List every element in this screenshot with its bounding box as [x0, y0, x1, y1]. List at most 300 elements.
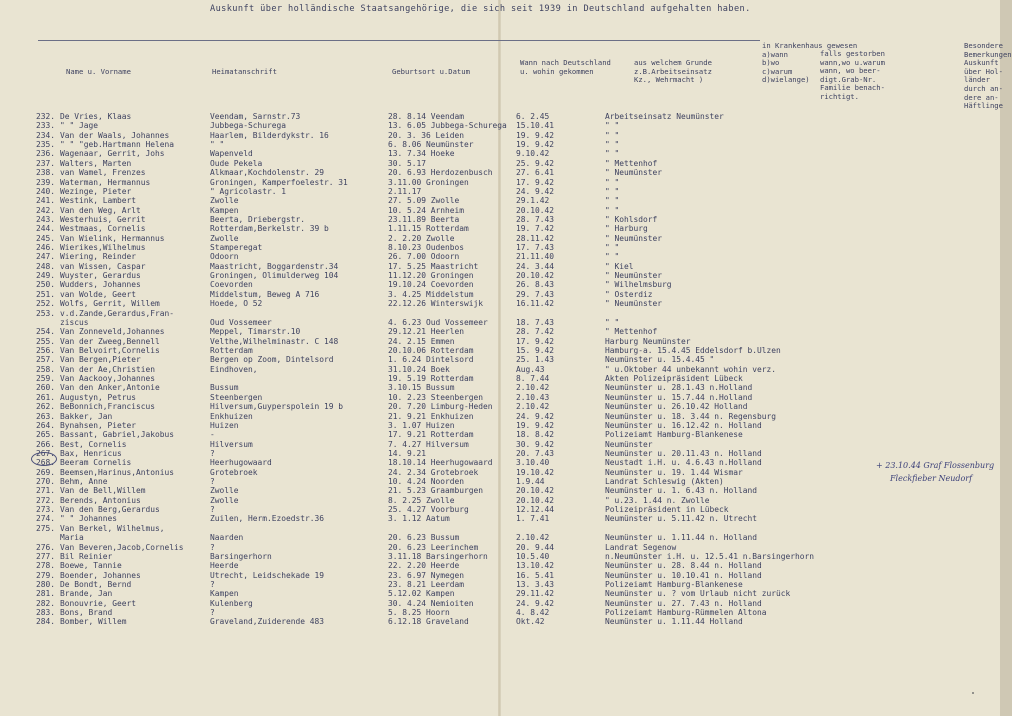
person-name: Wierikes,Wilhelmus [60, 243, 146, 253]
table-row [0, 608, 1000, 617]
row-number: 252. [36, 299, 56, 309]
home-address: Wapenveld [210, 149, 253, 159]
row-number: 259. [36, 374, 56, 384]
arrival-date: 16. 5.41 [516, 570, 555, 580]
arrival-date: 1. 7.41 [516, 514, 550, 524]
paper-speck [972, 692, 974, 694]
table-row [0, 346, 1000, 355]
home-address: ? [210, 448, 215, 458]
arrival-date: 17. 9.42 [516, 336, 555, 346]
row-number: 244. [36, 224, 56, 234]
birth-place-date: 4. 6.23 Oud Vossemeer [388, 317, 488, 327]
arrival-date: 8. 7.44 [516, 374, 550, 384]
reason-and-fate: " Harburg [605, 224, 648, 234]
table-row [0, 599, 1000, 608]
col-header-reason: aus welchem Grunde z.B.Arbeitseinsatz Kz., Wehrmacht ) [634, 58, 712, 85]
row-number: 235. [36, 140, 56, 150]
reason-and-fate: Landrat Schleswig (Akten) [605, 477, 724, 487]
table-row [0, 412, 1000, 421]
person-name: Wagenaar, Gerrit, Johs [60, 149, 165, 159]
col-header-birth: Geburtsort u.Datum [392, 67, 470, 76]
reason-and-fate: " Wilhelmsburg [605, 280, 672, 290]
reason-and-fate: " u.23. 1.44 n. Zwolle [605, 495, 710, 505]
arrival-date: 4. 8.42 [516, 608, 550, 618]
person-name: Van Berkel, Wilhelmus, [60, 523, 165, 533]
table-row [0, 309, 1000, 318]
person-name: van Wamel, Frenzes [60, 168, 146, 178]
arrival-date: 18. 8.42 [516, 430, 555, 440]
row-number: 272. [36, 495, 56, 505]
col-header-address: Heimatanschrift [212, 67, 277, 76]
home-address: Huizen [210, 420, 239, 430]
home-address: Alkmaar,Kochdolenstr. 29 [210, 168, 325, 178]
birth-place-date: 10. 5.24 Arnheim [388, 205, 465, 215]
birth-place-date: 25. 4.27 Voorburg [388, 505, 469, 515]
birth-place-date: 30. 5.17 [388, 158, 427, 168]
person-name: " " "geb.Hartmann Helena [60, 140, 175, 150]
row-number: 276. [36, 542, 56, 552]
reason-and-fate: " Neumünster [605, 299, 663, 309]
row-number: 246. [36, 243, 56, 253]
reason-and-fate: Neumünster u. 28.1.43 n.Holland [605, 383, 753, 393]
arrival-date: 25. 9.42 [516, 158, 555, 168]
home-address: Groningen, Olimulderweg 104 [210, 271, 339, 281]
table-row [0, 224, 1000, 233]
home-address: - [210, 430, 215, 440]
reason-and-fate: Polizeiamt Hamburg-Blankenese [605, 579, 743, 589]
reason-and-fate: " u.Oktober 44 unbekannt wohin verz. [605, 364, 777, 374]
birth-place-date: 20. 3. 36 Leiden [388, 130, 465, 140]
table-row [0, 271, 1000, 280]
home-address: Kampen [210, 589, 239, 599]
table-row [0, 589, 1000, 598]
arrival-date: 29.1.42 [516, 196, 550, 206]
col-header-hospital: in Krankenhaus gewesen a)wann b)wo c)warum d)wielange) [762, 41, 858, 85]
arrival-date: 2.10.42 [516, 533, 550, 543]
col-header-when: Wann nach Deutschland u. wohin gekommen [520, 58, 611, 76]
birth-place-date: 20. 6.23 Bussum [388, 533, 460, 543]
table-row [0, 458, 1000, 467]
table-row [0, 337, 1000, 346]
birth-place-date: 18.10.14 Heerhugowaard [388, 458, 493, 468]
row-number: 273. [36, 505, 56, 515]
reason-and-fate: Neumünster u. 26.10.42 Holland [605, 402, 748, 412]
handwritten-line-2: Fleckfieber Neudorf [890, 474, 973, 483]
person-name: Van de Bell,Willem [60, 486, 146, 496]
table-row [0, 533, 1000, 542]
home-address: Stamperegat [210, 243, 263, 253]
birth-place-date: 8. 2.25 Zwolle [388, 495, 455, 505]
birth-place-date: 27. 5.09 Zwolle [388, 196, 460, 206]
row-number: 236. [36, 149, 56, 159]
home-address: Hilversum,Guyperspolein 19 b [210, 402, 344, 412]
birth-place-date: 5.12.02 Kampen [388, 589, 455, 599]
arrival-date: 30. 9.42 [516, 439, 555, 449]
table-row [0, 468, 1000, 477]
birth-place-date: 6.12.18 Graveland [388, 617, 469, 627]
arrival-date: 19. 9.42 [516, 140, 555, 150]
row-number: 249. [36, 271, 56, 281]
home-address: Meppel, Timarstr.10 [210, 327, 301, 337]
birth-place-date: 13. 7.34 Hoeke [388, 149, 455, 159]
reason-and-fate: Neumünster u. 16.12.42 n. Holland [605, 420, 762, 430]
arrival-date: 28.11.42 [516, 233, 555, 243]
home-address: " " [210, 140, 225, 150]
table-row [0, 280, 1000, 289]
arrival-date: 24. 9.42 [516, 186, 555, 196]
row-number: 270. [36, 477, 56, 487]
birth-place-date: 3.10.15 Bussum [388, 383, 455, 393]
birth-place-date: 23. 6.97 Nymegen [388, 570, 465, 580]
birth-place-date: 24. 2.34 Grotebroek [388, 467, 479, 477]
home-address: Rotterdam [210, 345, 253, 355]
row-number: 240. [36, 186, 56, 196]
home-address: Eindhoven, [210, 364, 258, 374]
table-row [0, 355, 1000, 364]
person-name: Beeram Cornelis [60, 458, 132, 468]
header-rule [38, 40, 760, 41]
birth-place-date: 31.10.24 Boek [388, 364, 450, 374]
reason-and-fate: " " [605, 140, 620, 150]
row-number: 241. [36, 196, 56, 206]
person-name: van Wolde, Geert [60, 289, 137, 299]
arrival-date: 17. 9.42 [516, 177, 555, 187]
table-row [0, 290, 1000, 299]
birth-place-date: 30. 4.24 Nemioiten [388, 598, 474, 608]
table-row [0, 496, 1000, 505]
table-row [0, 514, 1000, 523]
table-row [0, 440, 1000, 449]
table-row [0, 421, 1000, 430]
person-name: van Wissen, Caspar [60, 261, 146, 271]
arrival-date: 15. 9.42 [516, 345, 555, 355]
arrival-date: 29.11.42 [516, 589, 555, 599]
person-name: Westerhuis, Gerrit [60, 214, 146, 224]
reason-and-fate: Harburg Neumünster [605, 336, 691, 346]
reason-and-fate: Neumünster u. 18. 3.44 n. Regensburg [605, 411, 777, 421]
home-address: Odoorn [210, 252, 239, 262]
reason-and-fate: Neumünster u. 1.11.44 Holland [605, 617, 743, 627]
row-number: 278. [36, 561, 56, 571]
row-number: 275. [36, 523, 56, 533]
reason-and-fate: " " [605, 177, 620, 187]
person-name: Wudders, Johannes [60, 280, 141, 290]
table-row [0, 374, 1000, 383]
reason-and-fate: Neumünster u. ? vom Urlaub nicht zurück [605, 589, 791, 599]
arrival-date: 1.9.44 [516, 477, 545, 487]
birth-place-date: 13. 6.05 Jubbega-Schurega [388, 121, 507, 131]
table-row [0, 543, 1000, 552]
col-header-name: Name u. Vorname [66, 67, 131, 76]
table-row [0, 561, 1000, 570]
table-row [0, 449, 1000, 458]
birth-place-date: 1.11.15 Rotterdam [388, 224, 469, 234]
reason-and-fate: Neumünster u. 15.7.44 n.Holland [605, 392, 753, 402]
reason-and-fate: " Kohlsdorf [605, 214, 658, 224]
row-number: 238. [36, 168, 56, 178]
person-name: ziscus [60, 317, 89, 327]
row-number: 281. [36, 589, 56, 599]
person-name: Bax, Henricus [60, 448, 122, 458]
person-name: Van Wielink, Hermannus [60, 233, 165, 243]
birth-place-date: 10. 4.24 Noorden [388, 477, 465, 487]
reason-and-fate: " " [605, 252, 620, 262]
row-number: 265. [36, 430, 56, 440]
reason-and-fate: Neumünster u. 20.11.43 n. Holland [605, 448, 762, 458]
row-number: 250. [36, 280, 56, 290]
birth-place-date: 19. 5.19 Rotterdam [388, 374, 474, 384]
person-name: De Vries, Klaas [60, 112, 132, 121]
reason-and-fate: " " [605, 186, 620, 196]
home-address: Maastricht, Boggardenstr.34 [210, 261, 339, 271]
table-row [0, 112, 1000, 121]
birth-place-date: 19.10.24 Coevorden [388, 280, 474, 290]
birth-place-date: 2. 2.20 Zwolle [388, 233, 455, 243]
person-name: Van den Anker,Antonie [60, 383, 160, 393]
reason-and-fate: Neumünster u. 28. 8.44 n. Holland [605, 561, 762, 571]
person-name: BeBonnich,Franciscus [60, 402, 156, 412]
table-row [0, 477, 1000, 486]
birth-place-date: 1. 6.24 Dintelsord [388, 355, 474, 365]
home-address: ? [210, 579, 215, 589]
row-number: 256. [36, 345, 56, 355]
table-row [0, 262, 1000, 271]
table-row [0, 580, 1000, 589]
arrival-date: 2.10.42 [516, 383, 550, 393]
home-address: ? [210, 608, 215, 618]
col-header-died: falls gestorben wann,wo u.warum wann, wo beer- digt.Grab-Nr. Familie benach- richtigt. [820, 49, 885, 101]
reason-and-fate: " Mettenhof [605, 327, 658, 337]
person-name: Walters, Marten [60, 158, 132, 168]
home-address: Bussum [210, 383, 239, 393]
home-address: Zwolle [210, 486, 239, 496]
arrival-date: 17. 7.43 [516, 243, 555, 253]
home-address: Zwolle [210, 495, 239, 505]
row-number: 233. [36, 121, 56, 131]
arrival-date: 20. 9.44 [516, 542, 555, 552]
person-name: Brande, Jan [60, 589, 113, 599]
birth-place-date: 17. 9.21 Rotterdam [388, 430, 474, 440]
person-name: Van Zonneveld,Johannes [60, 327, 165, 337]
arrival-date: 26. 8.43 [516, 280, 555, 290]
home-address: Jubbega-Schurega [210, 121, 287, 131]
person-name: Augustyn, Petrus [60, 392, 137, 402]
home-address: Veendam, Sarnstr.73 [210, 112, 301, 121]
person-name: Boewe, Tannie [60, 561, 122, 571]
arrival-date: 21.11.40 [516, 252, 555, 262]
arrival-date: 2.10.42 [516, 402, 550, 412]
birth-place-date: 22.12.26 Winterswijk [388, 299, 484, 309]
table-row [0, 571, 1000, 580]
home-address: Zuilen, Herm.Ezoedstr.36 [210, 514, 325, 524]
home-address: Oud Vossemeer [210, 317, 272, 327]
home-address: Barsingerhorn [210, 551, 272, 561]
arrival-date: 6. 2.45 [516, 112, 550, 121]
person-name: Bassant, Gabriel,Jakobus [60, 430, 175, 440]
birth-place-date: 5. 8.25 Hoorn [388, 608, 450, 618]
reason-and-fate: Polizeiamt Hamburg-Rümmelen Altona [605, 608, 767, 618]
home-address: Steenbergen [210, 392, 263, 402]
birth-place-date: 20.10.06 Rotterdam [388, 345, 474, 355]
reason-and-fate: n.Neumünster i.H. u. 12.5.41 n.Barsingerhorn [605, 551, 815, 561]
birth-place-date: 3.11.18 Barsingerhorn [388, 551, 488, 561]
register-table [0, 112, 1000, 627]
arrival-date: 15.10.41 [516, 121, 555, 131]
person-name: Best, Cornelis [60, 439, 127, 449]
row-number: 253. [36, 308, 56, 318]
row-number: 279. [36, 570, 56, 580]
reason-and-fate: " Neumünster [605, 271, 663, 281]
person-name: Bomber, Willem [60, 617, 127, 627]
birth-place-date: 11.12.20 Groningen [388, 271, 474, 281]
home-address: Rotterdam,Berkelstr. 39 b [210, 224, 329, 234]
reason-and-fate: " " [605, 121, 620, 131]
table-row [0, 215, 1000, 224]
reason-and-fate: " " [605, 130, 620, 140]
home-address: Middelstum, Beweg A 716 [210, 289, 320, 299]
home-address: Graveland,Zuiderende 483 [210, 617, 325, 627]
birth-place-date: 22. 2.20 Heerde [388, 561, 460, 571]
person-name: Van den Weg, Arlt [60, 205, 141, 215]
table-row [0, 234, 1000, 243]
home-address: Coevorden [210, 280, 253, 290]
arrival-date: 20. 7.43 [516, 448, 555, 458]
home-address: Kampen [210, 205, 239, 215]
home-address: Groningen, Kamperfoelestr. 31 [210, 177, 348, 187]
table-row [0, 524, 1000, 533]
reason-and-fate: " Neumünster [605, 233, 663, 243]
row-number: 242. [36, 205, 56, 215]
home-address: Utrecht, Leidschekade 19 [210, 570, 325, 580]
col-header-remarks: Besondere Bemerkungen Auskunft über Hol- länder durch an- dere an- Häftlinge [964, 41, 1012, 111]
arrival-date: 27. 6.41 [516, 168, 555, 178]
arrival-date: 2.10.43 [516, 392, 550, 402]
table-row [0, 121, 1000, 130]
reason-and-fate: Polizeipräsident in Lübeck [605, 505, 729, 515]
row-number: 247. [36, 252, 56, 262]
row-number: 237. [36, 158, 56, 168]
reason-and-fate: Akten Polizeipräsident Lübeck [605, 374, 743, 384]
person-name: Berends, Antonius [60, 495, 141, 505]
person-name: Van der Zweeg,Bennell [60, 336, 160, 346]
person-name: Van der Waals, Johannes [60, 130, 170, 140]
person-name: " " Johannes [60, 514, 118, 524]
table-row [0, 299, 1000, 308]
birth-place-date: 6. 8.06 Neumünster [388, 140, 474, 150]
row-number: 266. [36, 439, 56, 449]
arrival-date: 16.11.42 [516, 299, 555, 309]
home-address: " Agricolastr. 1 [210, 186, 287, 196]
table-row [0, 178, 1000, 187]
reason-and-fate: Hamburg-a. 15.4.45 Eddelsdorf b.Ulzen [605, 345, 781, 355]
person-name: De Bondt, Bernd [60, 579, 132, 589]
row-number: 258. [36, 364, 56, 374]
reason-and-fate: " Neumünster [605, 168, 663, 178]
arrival-date: 19. 9.42 [516, 130, 555, 140]
birth-place-date: 14. 9.21 [388, 448, 427, 458]
arrival-date: 12.12.44 [516, 505, 555, 515]
person-name: Bons, Brand [60, 608, 113, 618]
arrival-date: 10.5.40 [516, 551, 550, 561]
arrival-date: Okt.42 [516, 617, 545, 627]
birth-place-date: 10. 2.23 Steenbergen [388, 392, 484, 402]
birth-place-date: 28. 8.14 Veendam [388, 112, 465, 121]
table-row [0, 140, 1000, 149]
arrival-date: 29. 7.43 [516, 289, 555, 299]
birth-place-date: 21. 9.21 Enkhuizen [388, 411, 474, 421]
arrival-date: 19.10.42 [516, 467, 555, 477]
row-number: 284. [36, 617, 56, 627]
table-row [0, 252, 1000, 261]
birth-place-date: 3. 1.12 Aatum [388, 514, 450, 524]
home-address: ? [210, 477, 215, 487]
table-row [0, 206, 1000, 215]
reason-and-fate: Neumünster u. 27. 7.43 n. Holland [605, 598, 762, 608]
birth-place-date: 29.12.21 Heerlen [388, 327, 465, 337]
home-address: Hoede, O 52 [210, 299, 263, 309]
arrival-date: 19. 9.42 [516, 420, 555, 430]
row-number: 280. [36, 579, 56, 589]
home-address: Grotebroek [210, 467, 258, 477]
row-number: 232. [36, 112, 56, 121]
reason-and-fate: " Osterdiz [605, 289, 653, 299]
table-row [0, 187, 1000, 196]
arrival-date: 9.10.42 [516, 149, 550, 159]
table-row [0, 243, 1000, 252]
person-name: Bonouvrie, Geert [60, 598, 137, 608]
person-name: Wolfs, Gerrit, Willem [60, 299, 160, 309]
person-name: Bynahsen, Pieter [60, 420, 137, 430]
person-name: " " Jage [60, 121, 99, 131]
home-address: Heerde [210, 561, 239, 571]
table-row [0, 402, 1000, 411]
table-row [0, 393, 1000, 402]
row-number: 268. [36, 458, 56, 468]
home-address: Velthe,Wilhelminastr. C 148 [210, 336, 339, 346]
person-name: Westmaas, Cornelis [60, 224, 146, 234]
birth-place-date: 20. 6.23 Leerinchem [388, 542, 479, 552]
document-title: Auskunft über holländische Staatsangehörige, die sich seit 1939 in Deutschland aufgehalten haben. [210, 4, 751, 14]
row-number: 269. [36, 467, 56, 477]
arrival-date: 25. 1.43 [516, 355, 555, 365]
birth-place-date: 7. 4.27 Hilversum [388, 439, 469, 449]
birth-place-date: 23.11.89 Beerta [388, 214, 460, 224]
arrival-date: 20.10.42 [516, 205, 555, 215]
handwritten-annotation [872, 457, 994, 487]
reason-and-fate: " " [605, 317, 620, 327]
person-name: Boender, Johannes [60, 570, 141, 580]
handwritten-line-1: + 23.10.44 Graf Flossenburg [876, 461, 995, 470]
birth-place-date: 26. 7.00 Odoorn [388, 252, 460, 262]
reason-and-fate: Neumünster u. 1. 6.43 n. Holland [605, 486, 758, 496]
reason-and-fate: Neumünster u. 1.11.44 n. Holland [605, 533, 758, 543]
birth-place-date: 3. 4.25 Middelstum [388, 289, 474, 299]
table-row [0, 196, 1000, 205]
row-number: 274. [36, 514, 56, 524]
home-address: Beerta, Driebergstr. [210, 214, 306, 224]
reason-and-fate: Neustadt i.H. u. 4.6.43 n.Holland [605, 458, 762, 468]
row-number: 264. [36, 420, 56, 430]
row-number: 263. [36, 411, 56, 421]
home-address: Oude Pekela [210, 158, 263, 168]
arrival-date: 13.10.42 [516, 561, 555, 571]
table-row [0, 486, 1000, 495]
table-row [0, 149, 1000, 158]
row-number: 267. [36, 448, 56, 458]
row-number: 251. [36, 289, 56, 299]
home-address: ? [210, 542, 215, 552]
table-row [0, 327, 1000, 336]
